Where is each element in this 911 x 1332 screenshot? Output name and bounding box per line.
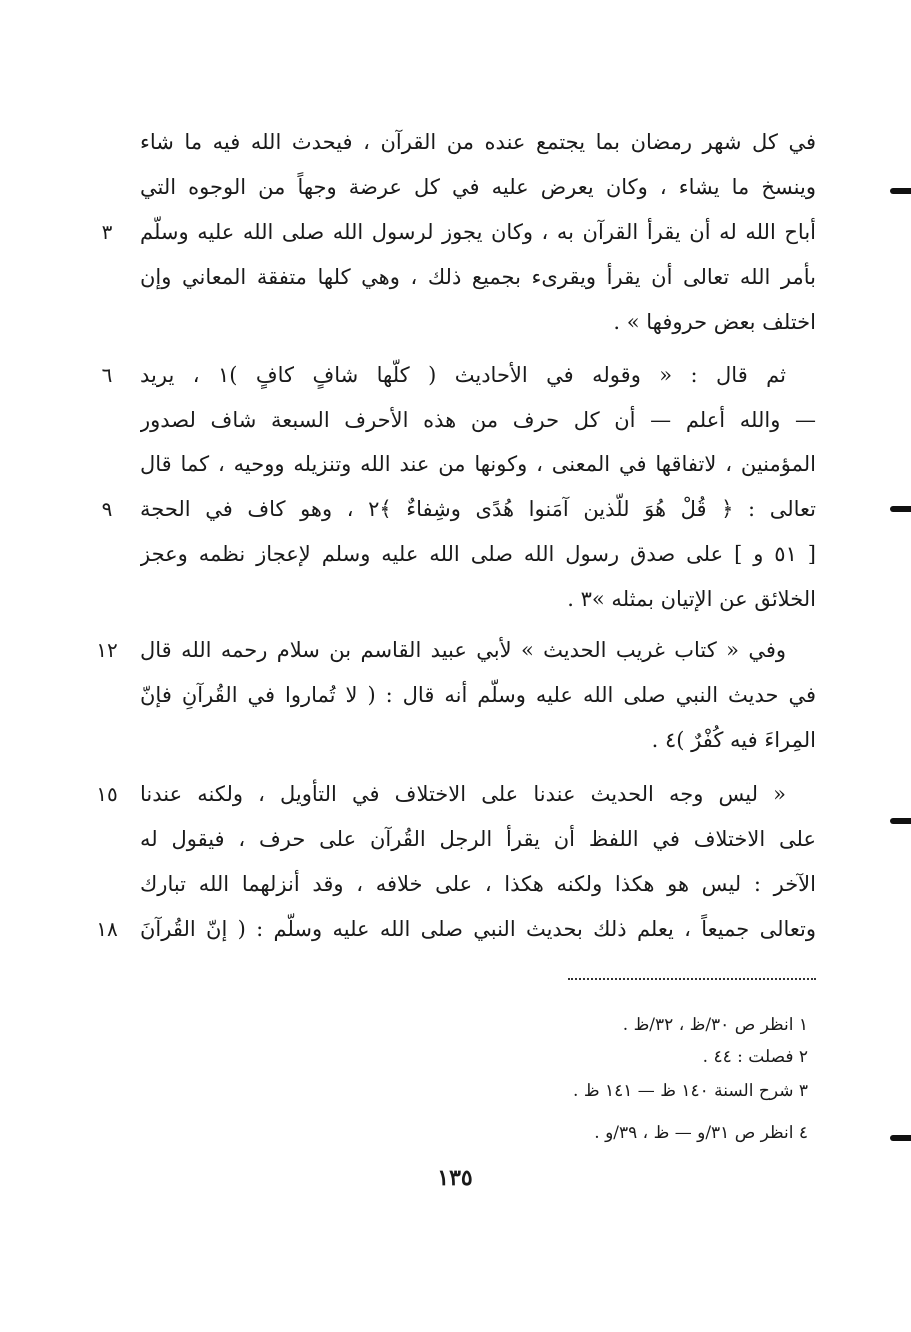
footnote: ٣ شرح السنة ١٤٠ ظ — ١٤١ ظ . bbox=[573, 1081, 808, 1101]
text-line: « ليس وجه الحديث عندنا على الاختلاف في التأويل ، ولكنه عندنا bbox=[140, 782, 786, 806]
text-line: في حديث النبي صلى الله عليه وسلّم أنه قال : ( لا تُماروا في القُرآنِ فإنّ bbox=[140, 683, 816, 707]
text-line: — والله أعلم — أن كل حرف من هذه الأحرف السبعة شاف لصدور bbox=[140, 408, 816, 432]
footnote: ٤ انظر ص ٣١/و — ظ ، ٣٩/و . bbox=[594, 1123, 808, 1143]
text-line: الآخر : ليس هو هكذا ولكنه هكذا ، على خلافه ، وقد أنزلهما الله تبارك bbox=[140, 872, 816, 896]
text-line: وتعالى جميعاً ، يعلم ذلك بحديث النبي صلى الله عليه وسلّم : ( إنّ القُرآنَ bbox=[140, 917, 816, 941]
line-number: ٩ bbox=[101, 497, 113, 521]
text-line: اختلف بعض حروفها » . bbox=[613, 310, 816, 334]
line-number: ٦ bbox=[101, 363, 113, 387]
scan-edge-mark bbox=[890, 506, 911, 512]
line-number: ١٢ bbox=[96, 638, 118, 662]
text-line: وفي « كتاب غريب الحديث » لأبي عبيد القاسم بن سلام رحمه الله قال bbox=[140, 638, 786, 662]
line-number: ١٨ bbox=[96, 917, 118, 941]
footnote-separator bbox=[568, 978, 816, 980]
text-line: ثم قال : « وقوله في الأحاديث ( كلّها شافٍ كافٍ )١ ، يريد bbox=[140, 363, 786, 387]
text-line: أباح الله له أن يقرأ القرآن به ، وكان يجوز لرسول الله صلى الله عليه وسلّم bbox=[140, 220, 816, 244]
text-line: بأمر الله تعالى أن يقرأ ويقرىء بجميع ذلك ، وهي كلها متفقة المعاني وإن bbox=[140, 265, 816, 289]
page-number: ١٣٥ bbox=[437, 1165, 473, 1191]
text-line: وينسخ ما يشاء ، وكان يعرض عليه في كل عرضة وجهاً من الوجوه التي bbox=[140, 175, 816, 199]
text-line: تعالى : ﴿ قُلْ هُوَ للّذين آمَنوا هُدًى وشِفاءٌ ﴾٢ ، وهو كاف في الحجة bbox=[140, 497, 816, 521]
text-line: في كل شهر رمضان بما يجتمع عنده من القرآن ، فيحدث الله فيه ما شاء bbox=[140, 130, 816, 154]
line-number: ٣ bbox=[101, 220, 113, 244]
scan-edge-mark bbox=[890, 1135, 911, 1141]
line-number: ١٥ bbox=[96, 782, 118, 806]
text-line: على الاختلاف في اللفظ أن يقرأ الرجل القُرآن على حرف ، فيقول له bbox=[140, 827, 816, 851]
text-line: المؤمنين ، لاتفاقها في المعنى ، وكونها من عند الله وتنزيله ووحيه ، كما قال bbox=[140, 452, 816, 476]
text-line: [ ٥١ و ] على صدق رسول الله صلى الله عليه وسلم لإعجاز نظمه وعجز bbox=[140, 542, 816, 566]
text-line: الخلائق عن الإتيان بمثله »٣ . bbox=[567, 587, 816, 611]
scan-edge-mark bbox=[890, 188, 911, 194]
footnote: ١ انظر ص ٣٠/ظ ، ٣٢/ظ . bbox=[622, 1015, 808, 1035]
footnote: ٢ فصلت : ٤٤ . bbox=[702, 1047, 808, 1067]
text-line: المِراءَ فيه كُفْرٌ )٤ . bbox=[651, 728, 816, 752]
scan-edge-mark bbox=[890, 818, 911, 824]
